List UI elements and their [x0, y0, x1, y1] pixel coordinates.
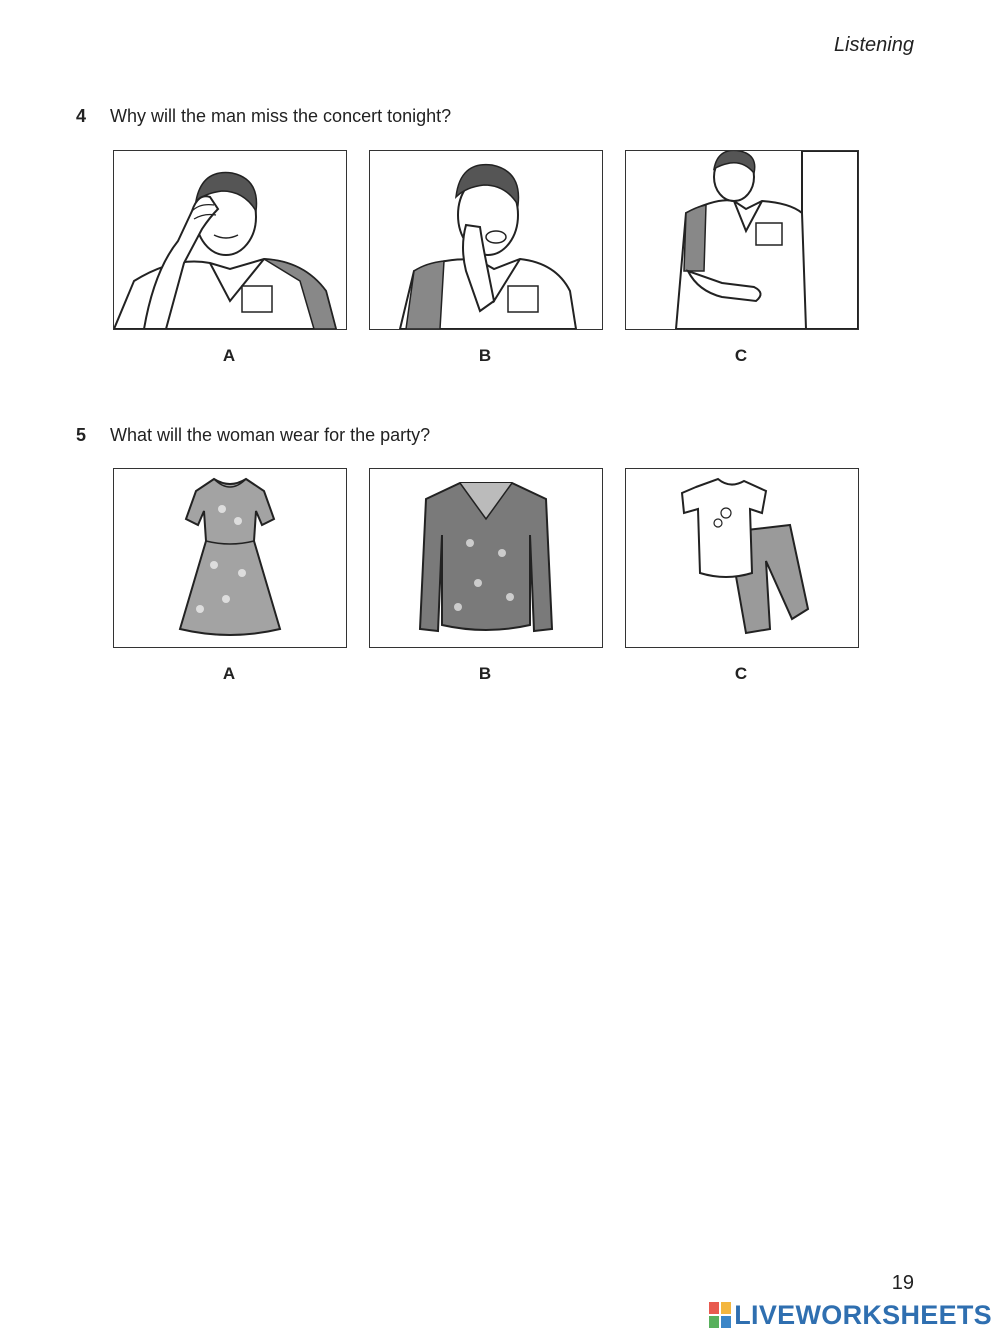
question-number: 5	[76, 425, 87, 445]
page-number: 19	[891, 1272, 914, 1294]
sweater-icon	[370, 469, 602, 647]
floral-dress-icon	[114, 469, 346, 647]
question-number: 4	[76, 106, 87, 126]
tshirt-jeans-icon	[626, 469, 858, 647]
section-title: Listening	[833, 34, 914, 56]
option-5c-label[interactable]: C	[734, 664, 748, 683]
option-4b-picture[interactable]	[369, 150, 603, 330]
option-4a-label[interactable]: A	[222, 346, 236, 365]
option-4b-label[interactable]: B	[478, 346, 492, 365]
man-stomachache-icon	[626, 151, 858, 329]
option-5a-picture[interactable]	[113, 468, 347, 648]
option-4c-picture[interactable]	[625, 150, 859, 330]
brand-name: LIVEWORKSHEETS	[734, 1299, 992, 1330]
option-5c-picture[interactable]	[625, 468, 859, 648]
man-headache-icon	[114, 151, 346, 329]
man-toothache-icon	[370, 151, 602, 329]
option-4a-picture[interactable]	[113, 150, 347, 330]
option-5b-picture[interactable]	[369, 468, 603, 648]
liveworksheets-logo-icon	[709, 1302, 731, 1328]
question-4	[76, 106, 451, 127]
question-text: Why will the man miss the concert tonight?	[110, 106, 452, 126]
question-text: What will the woman wear for the party?	[110, 425, 431, 445]
option-5a-label[interactable]: A	[222, 664, 236, 683]
question-5	[76, 425, 430, 446]
option-5b-label[interactable]: B	[478, 664, 492, 683]
brand-watermark	[709, 1300, 992, 1330]
option-4c-label[interactable]: C	[734, 346, 748, 365]
